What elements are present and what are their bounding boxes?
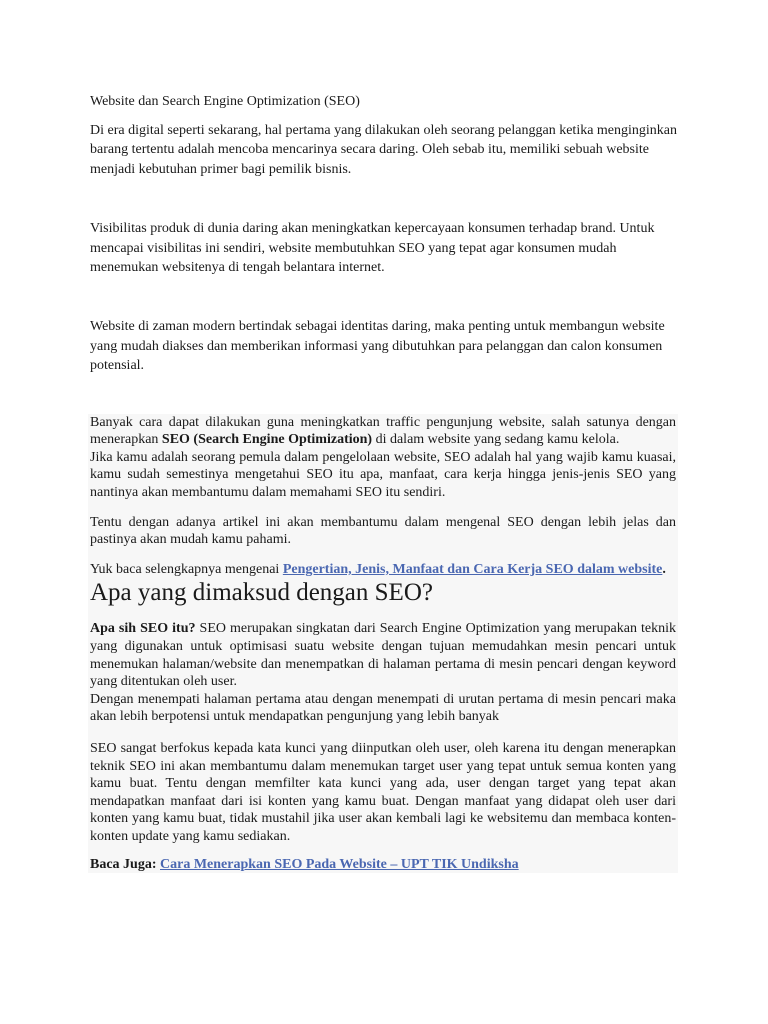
paragraph-traffic: [90, 414, 676, 449]
see-also-label: Baca Juga:: [90, 856, 157, 872]
paragraph-traffic-end: di dalam website yang sedang kamu kelola.: [372, 432, 620, 448]
paragraph-article-help: Tentu dengan adanya artikel ini akan membantumu dalam mengenal SEO dengan lebih jelas dan pastinya akan mudah kamu pahami.: [90, 514, 676, 548]
paragraph-identity: Website di zaman modern bertindak sebagai identitas daring, maka penting untuk membangun website yang mudah diakses dan memberikan informasi yang dibutuhkan para pelanggan dan calon konsumen potensial.: [90, 319, 665, 374]
paragraph-intro: Di era digital seperti sekarang, hal pertama yang dilakukan oleh seorang pelanggan ketika menginginkan barang tertentu adalah mencoba mencarinya secara daring. Oleh sebab itu, memiliki sebuah website menjadi kebutuhan primer bagi pemilik bisnis.: [90, 123, 678, 177]
seo-bold-term: SEO (Search Engine Optimization): [161, 432, 373, 448]
paragraph-beginner: Jika kamu adalah seorang pemula dalam pengelolaan website, SEO adalah hal yang wajib kamu kuasai, kamu sudah semestinya mengetahui SEO itu apa, manfaat, cara kerja hingga jenis-jenis SEO yang nantinya akan membantumu dalam memahami SEO itu sendiri.: [90, 449, 676, 501]
paragraph-read-more: [90, 561, 676, 579]
document-title: Website dan Search Engine Optimization (SEO): [90, 94, 360, 109]
paragraph-what-is-seo: [90, 620, 676, 690]
read-more-period: .: [662, 561, 666, 577]
article-section: [88, 414, 678, 873]
document-page: [90, 92, 678, 873]
what-is-seo-bold: Apa sih SEO itu?: [90, 621, 196, 637]
paragraph-visibility: Visibilitas produk di dunia daring akan meningkatkan kepercayaan konsumen terhadap brand. Untuk mencapai visibilitas ini sendiri, website membutuhkan SEO yang tepat agar konsumen mudah menemukan websitenya di tengah belantara internet.: [90, 221, 655, 276]
paragraph-keywords: SEO sangat berfokus kepada kata kunci yang diinputkan oleh user, oleh karena itu dengan menerapkan teknik SEO ini akan membantumu dalam menemukan target user yang tepat untuk semua konten yang kamu buat. Tentu dengan memfilter kata kunci yang ada, user dengan target yang tepat akan mendapatkan manfaat dari isi konten yang kamu buat. Dengan manfaat yang didapat oleh user dari konten yang kamu buat, tidak mustahil jika user akan kembali lagi ke websitemu dan membaca konten-konten update yang kamu sediakan.: [90, 740, 676, 844]
what-is-seo-text: SEO merupakan singkatan dari Search Engine Optimization yang merupakan teknik yang digunakan untuk optimisasi suatu website dengan tujuan memudahkan mesin pencari untuk menemukan halaman/website dan menempatkan di halaman pertama di mesin pencari dengan keyword yang ditentukan oleh user.: [90, 621, 676, 690]
read-more-text: Yuk baca selengkapnya mengenai: [90, 561, 283, 577]
section-heading: Apa yang dimaksud dengan SEO?: [90, 579, 433, 607]
see-also-link[interactable]: Cara Menerapkan SEO Pada Website – UPT TIK Undiksha: [160, 856, 519, 872]
paragraph-first-page: Dengan menempati halaman pertama atau dengan menempati di urutan pertama di mesin pencari maka akan lebih berpotensi untuk mendapatkan pengunjung yang lebih banyak: [90, 691, 676, 725]
read-more-link[interactable]: Pengertian, Jenis, Manfaat dan Cara Kerja SEO dalam website: [282, 561, 663, 577]
paragraph-see-also: [90, 856, 676, 874]
paragraph-traffic-text: Banyak cara dapat dilakukan guna meningkatkan traffic pengunjung website, salah satunya dengan menerapkan: [90, 414, 676, 448]
